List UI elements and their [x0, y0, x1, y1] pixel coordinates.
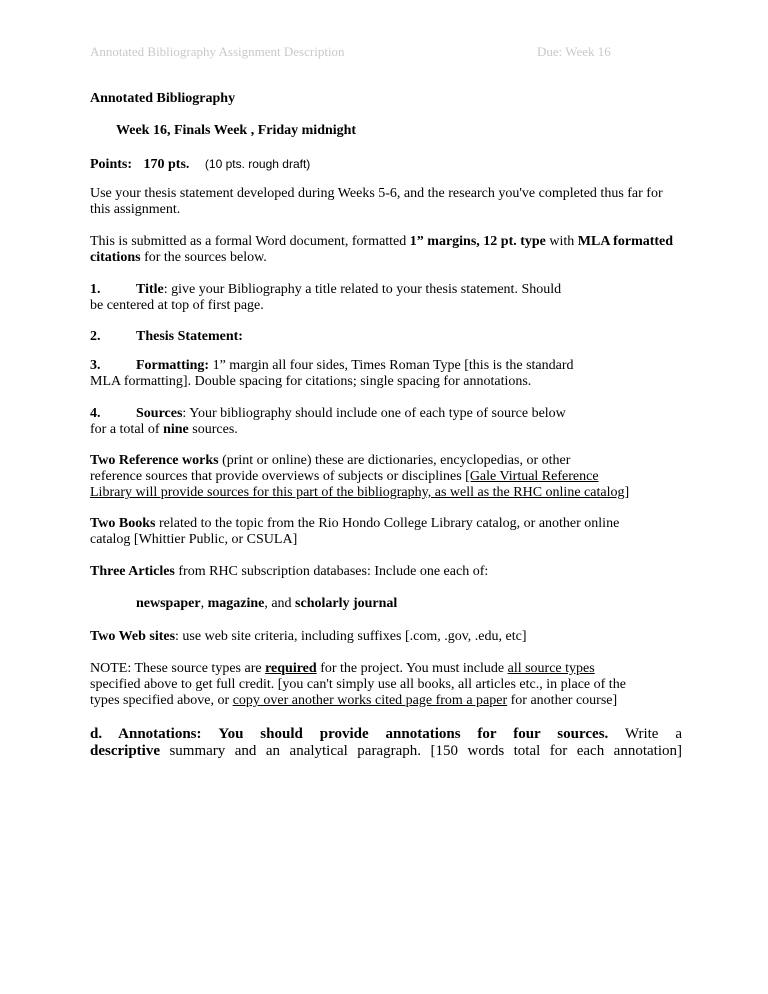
ann-text-1: You should provide annotations for four sources. — [218, 726, 609, 742]
note-text-1: NOTE: These source types are — [90, 661, 266, 676]
item1-text-1: : give your Bibliography a title related to your thesis statement. Should — [163, 282, 562, 297]
reference-works-paragraph — [90, 453, 682, 501]
books-text-1: related to the topic from the Rio Hondo College Library catalog, or another online — [155, 516, 620, 531]
item1-text-2: be centered at top of first page. — [90, 298, 264, 313]
note-copy-over: copy over another works cited page from a paper — [232, 693, 508, 708]
ann-descriptive: descriptive — [90, 743, 160, 759]
submit-text-2: with — [545, 234, 578, 249]
web-sites-paragraph — [90, 629, 682, 645]
item3-number: 3. — [90, 358, 101, 373]
header-title: Annotated Bibliography Assignment Description — [90, 44, 345, 59]
books-text-2: catalog [Whittier Public, or CSULA] — [90, 532, 298, 547]
item3-label: Formatting: — [136, 358, 210, 373]
note-required: required — [265, 661, 317, 676]
books-paragraph — [90, 516, 682, 548]
item-thesis — [90, 329, 682, 345]
ref-text-2: reference sources that provide overviews of subjects or disciplines — [90, 469, 466, 484]
article-types-sep-1: , — [200, 596, 208, 611]
article-types — [136, 596, 636, 612]
ref-gale-link-2: Library will provide sources for this part of the bibliography, as well as the RHC online catalog] — [90, 485, 630, 500]
item4-text-2a: for a total of — [90, 422, 164, 437]
ref-gale-link: [Gale Virtual Reference — [465, 469, 599, 484]
item3-text-1: 1” margin all four sides, Times Roman Type [this is the standard — [209, 358, 574, 373]
annotations-line-1 — [90, 726, 682, 742]
item1-label: Title — [136, 282, 164, 297]
articles-paragraph — [90, 564, 682, 580]
ann-line2-start — [90, 743, 421, 759]
points-note: (10 pts. rough draft) — [204, 157, 311, 171]
note-paragraph — [90, 661, 682, 709]
points-value: 170 pts. — [143, 157, 190, 172]
submit-text-1: This is submitted as a formal Word document, formatted — [90, 234, 410, 249]
item4-text-2b: sources. — [188, 422, 238, 437]
item2-label: Thesis Statement: — [136, 329, 243, 344]
submit-mla: MLA formatted citations — [90, 234, 674, 265]
note-text-3: specified above to get full credit. [you can't simply use all books, all articles etc., in place of the — [90, 677, 626, 692]
item-formatting — [90, 358, 682, 390]
ann-text-3: summary and an analytical paragraph. — [159, 743, 422, 759]
note-all-source-types: all source types — [507, 661, 595, 676]
submit-paragraph — [90, 234, 682, 266]
submit-text-3: for the sources below. — [140, 250, 267, 265]
header-due: Due: Week 16 — [537, 44, 611, 59]
item2-number: 2. — [90, 329, 101, 344]
item1-number: 1. — [90, 282, 101, 297]
annotations-line-2 — [90, 743, 682, 759]
note-text-2: for the project. You must include — [316, 661, 508, 676]
ref-label: Two Reference works — [90, 453, 219, 468]
intro-paragraph: Use your thesis statement developed during Weeks 5-6, and the research you've completed thus far for this assignment. — [90, 186, 663, 217]
note-text-4: types specified above, or — [90, 693, 233, 708]
item4-nine: nine — [163, 422, 189, 437]
ann-text-2: Write a — [624, 726, 682, 742]
ann-text-4: [150 words total for each annotation] — [430, 743, 682, 759]
article-type-magazine: magazine — [207, 596, 265, 611]
item4-number: 4. — [90, 406, 101, 421]
ann-label: d. Annotations: — [90, 726, 202, 742]
books-label: Two Books — [90, 516, 156, 531]
item3-text-2: MLA formatting]. Double spacing for citations; single spacing for annotations. — [90, 374, 532, 389]
points-line — [90, 156, 682, 173]
articles-label: Three Articles — [90, 564, 175, 579]
article-type-scholarly: scholarly journal — [295, 596, 398, 611]
submit-margins: 1” margins, 12 pt. type — [409, 234, 546, 249]
item4-text-1: : Your bibliography should include one of each type of source below — [182, 406, 566, 421]
note-text-5: for another course] — [507, 693, 618, 708]
item-title — [90, 282, 682, 314]
ref-text-1: (print or online) these are dictionaries, encyclopedias, or other — [218, 453, 571, 468]
article-type-newspaper: newspaper — [136, 596, 201, 611]
doc-title: Annotated Bibliography — [90, 91, 236, 106]
item-sources — [90, 406, 682, 438]
points-label: Points: — [90, 157, 132, 172]
item4-label: Sources — [136, 406, 183, 421]
web-label: Two Web sites — [90, 629, 176, 644]
due-line: Week 16, Finals Week , Friday midnight — [116, 123, 357, 138]
web-text: : use web site criteria, including suffixes [.com, .gov, .edu, etc] — [175, 629, 527, 644]
articles-text: from RHC subscription databases: Include one each of: — [174, 564, 489, 579]
article-types-sep-2: , and — [264, 596, 296, 611]
